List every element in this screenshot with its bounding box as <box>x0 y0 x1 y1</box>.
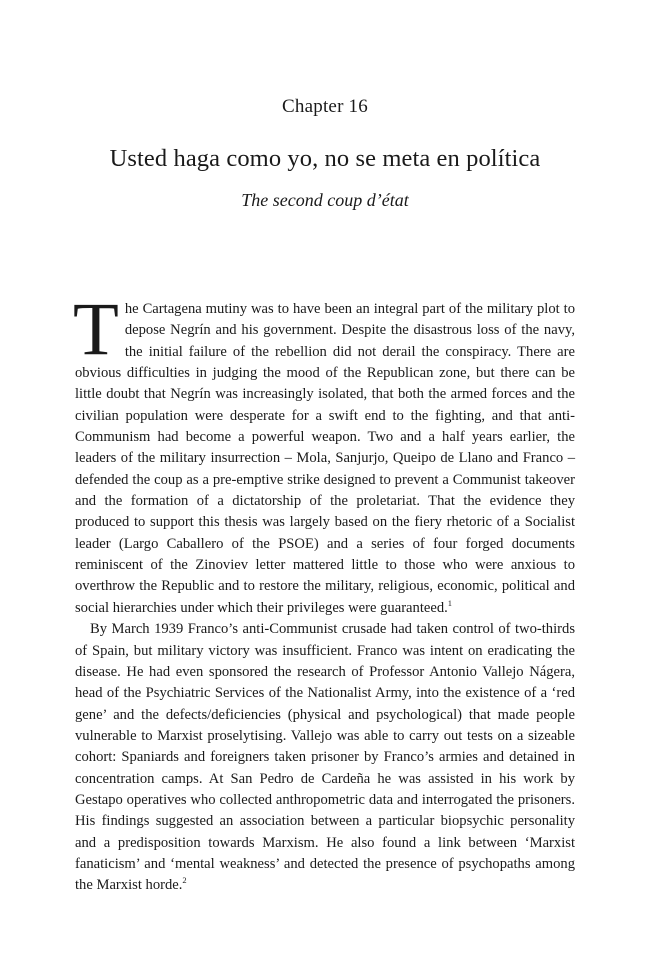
paragraph-1-text: he Cartagena mutiny was to have been an integral part of the military plot to depose Negrín and his government. Despite the disastrous loss of the navy, the initial failure of the rebellion did not derail the conspiracy. There are obvious difficulties in judging the mood of the Republican zone, but there can be little doubt that Negrín was increasingly isolated, that both the armed forces and the civilian population were desperate for a swift end to the fighting, and that anti-Communism had become a powerful weapon. Two and a half years earlier, the leaders of the military insurrection – Mola, Sanjurjo, Queipo de Llano and Franco – defended the coup as a pre-emptive strike designed to prevent a Communist takeover and the formation of a dictatorship of the proletariat. That the evidence they produced to support this thesis was largely based on the fiery rhetoric of a Socialist leader (Largo Caballero of the PSOE) and a series of four forged documents reminiscent of the Zinoviev letter mattered little to those who were anxious to overthrow the Republic and to restore the military, religious, economic, political and social hierarchies under which their privileges were guaranteed. <box>75 301 575 616</box>
chapter-title: Usted haga como yo, no se meta en política <box>109 145 541 172</box>
drop-cap: T <box>73 288 119 371</box>
paragraph-2 <box>75 619 575 896</box>
chapter-number: Chapter 16 <box>282 96 368 117</box>
footnote-marker-1[interactable]: 1 <box>447 597 453 608</box>
paragraph-2-text: By March 1939 Franco’s anti-Communist crusade had taken control of two-thirds of Spain, but military victory was insufficient. Franco was intent on eradicating the disease. He had even sponsored the research of Professor Antonio Vallejo Nágera, head of the Psychiatric Services of the Nationalist Army, into the existence of a ‘red gene’ and the defects/deficiencies (physical and psychological) that made people vulnerable to Marxist proselytising. Vallejo was able to carry out tests on a sizeable cohort: Spaniards and foreigners taken prisoner by Franco’s armies and detained in concentration camps. At San Pedro de Cardeña he was assisted in his work by Gestapo operatives who collected anthropometric data and interrogated the prisoners. His findings suggested an association between a particular biopsychic personality and a predisposition towards Marxism. He also found a link between ‘Marxist fanaticism’ and ‘mental weakness’ and detected the presence of psychopaths among the Marxist horde. <box>75 621 575 894</box>
footnote-marker-2[interactable]: 2 <box>182 875 187 886</box>
chapter-body <box>73 288 575 897</box>
chapter-subtitle: The second coup d’état <box>241 190 409 210</box>
paragraph-1 <box>73 288 575 619</box>
